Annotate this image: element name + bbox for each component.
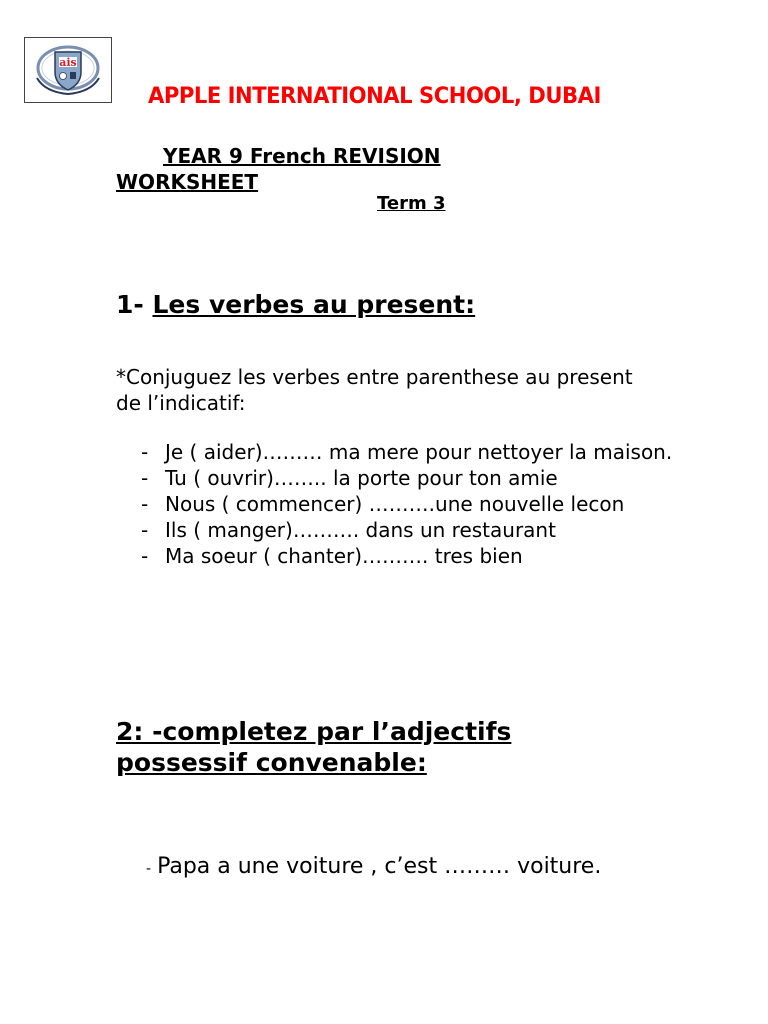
bullet-dash: - bbox=[141, 440, 149, 464]
worksheet-title bbox=[116, 143, 536, 195]
school-name: APPLE INTERNATIONAL SCHOOL, DUBAI bbox=[148, 84, 601, 109]
section-1-number: 1- bbox=[116, 290, 153, 319]
list-item bbox=[116, 517, 676, 543]
bullet-dash: - bbox=[141, 518, 149, 542]
bullet-dash: - bbox=[141, 492, 149, 516]
exercise-text: Tu ( ouvrir)…….. la porte pour ton amie bbox=[165, 466, 558, 490]
title-line-1: YEAR 9 French REVISION bbox=[163, 144, 441, 168]
bullet-dash: - bbox=[141, 466, 149, 490]
section-1-title: Les verbes au present: bbox=[152, 290, 476, 319]
section-1-heading bbox=[116, 290, 475, 319]
exercise-text: Nous ( commencer) ……….une nouvelle lecon bbox=[165, 492, 625, 516]
list-item bbox=[116, 439, 676, 465]
exercise-list bbox=[116, 439, 676, 569]
exercise-text: Ma soeur ( chanter)………. tres bien bbox=[165, 544, 523, 568]
list-item bbox=[116, 491, 676, 517]
section-2-example bbox=[116, 852, 636, 884]
logo-text: ais bbox=[59, 56, 77, 69]
section-2-heading-line-1: 2: -completez par l’adjectifs bbox=[116, 717, 512, 746]
list-item bbox=[116, 465, 676, 491]
bullet-dash: - bbox=[146, 861, 152, 877]
exercise-text: Je ( aider)……… ma mere pour nettoyer la maison. bbox=[165, 440, 673, 464]
section-2-heading bbox=[116, 716, 616, 778]
section-2-heading-line-2: possessif convenable: bbox=[116, 748, 427, 777]
list-item bbox=[116, 543, 676, 569]
example-text: Papa a une voiture , c’est ……… voiture. bbox=[157, 854, 602, 879]
title-line-2: WORKSHEET bbox=[116, 170, 259, 194]
bullet-dash: - bbox=[141, 544, 149, 568]
section-1-instruction: *Conjuguez les verbes entre parenthese au present de l’indicatif: bbox=[116, 365, 633, 415]
term-label: Term 3 bbox=[377, 193, 446, 214]
school-logo bbox=[24, 37, 112, 103]
exercise-text: Ils ( manger)………. dans un restaurant bbox=[165, 518, 556, 542]
